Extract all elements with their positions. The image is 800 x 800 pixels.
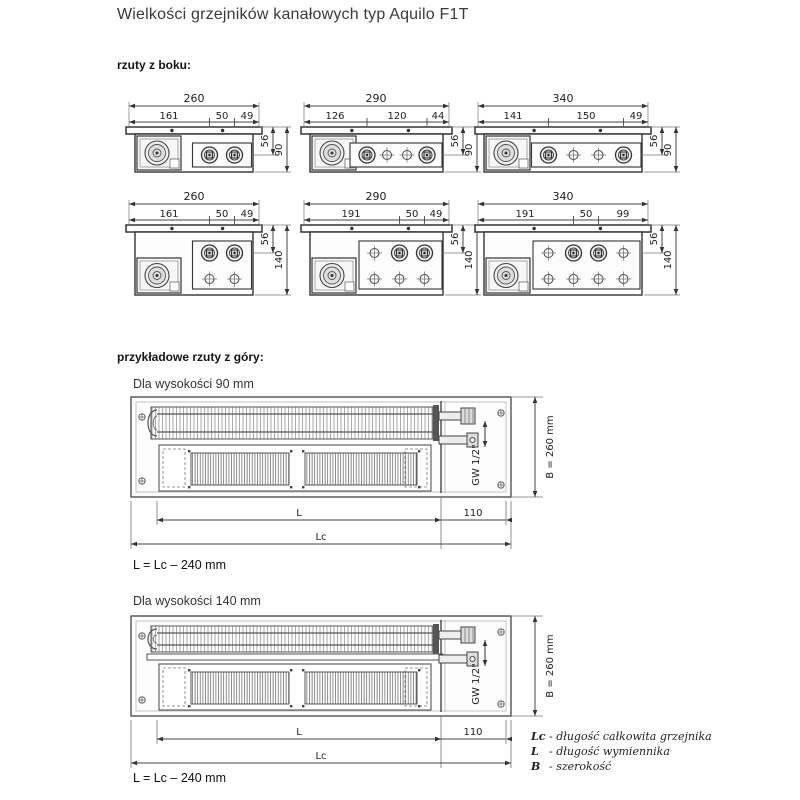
top-view-90-label: Dla wysokości 90 mm (133, 377, 254, 391)
dim-seg1: 161 (159, 209, 179, 220)
grille-screw (188, 450, 190, 452)
grille-screw (418, 669, 420, 671)
drawing-circle (599, 129, 602, 132)
drawing-circle (505, 274, 508, 277)
dim-GW-label: GW 1/2" (471, 444, 482, 486)
top-view-90 (127, 393, 573, 561)
dim-arrow (131, 761, 137, 766)
dim-arrow (443, 202, 449, 207)
pipe-stub-upper (439, 631, 461, 639)
grille (191, 672, 289, 704)
dim-h56: 56 (649, 134, 660, 148)
fan-corner (345, 282, 354, 291)
grille-screw (188, 705, 190, 707)
side-view-290x140 (296, 190, 487, 308)
flange (301, 127, 452, 134)
legend-desc: - długość całkowita grzejnika (549, 730, 712, 743)
top-view-140-label: Dla wysokości 140 mm (133, 594, 261, 608)
drawing-circle (156, 152, 159, 155)
dim-arrow (478, 218, 484, 223)
top-view-140 (127, 612, 573, 780)
dim-110-label: 110 (463, 727, 483, 738)
grille (305, 672, 417, 704)
dim-seg3: 99 (616, 209, 630, 220)
flange (475, 225, 651, 232)
drawing-circle (597, 252, 599, 254)
drawing-circle (170, 227, 173, 230)
dim-arrow (285, 289, 290, 295)
dim-arrow (478, 120, 484, 125)
dim-arrow (157, 737, 163, 742)
drawing-circle (426, 154, 428, 156)
drawing-circle (233, 252, 235, 254)
pipe-stub-lower (439, 436, 469, 444)
grille-screw (290, 450, 292, 452)
side-view-linework (301, 200, 481, 295)
side-view-drawing-290x140 (296, 190, 487, 308)
dim-seg3: 49 (240, 111, 254, 122)
dim-arrow (285, 166, 290, 172)
grille-screw (188, 669, 190, 671)
dim-Lc-label: Lc (315, 751, 327, 762)
drawing-circle (505, 152, 508, 155)
dim-h-total: 140 (663, 250, 674, 270)
fan-corner (519, 282, 528, 291)
dim-arrow (443, 104, 449, 109)
dim-arrow (533, 710, 538, 716)
dim-total: 260 (183, 92, 205, 105)
dim-arrow (642, 120, 648, 125)
dim-arrow (253, 202, 259, 207)
flange (475, 127, 651, 134)
grille-screw (302, 669, 304, 671)
dim-arrow (304, 104, 310, 109)
legend-symbol: Lc (531, 730, 546, 743)
grille-screw (290, 705, 292, 707)
dim-arrow (674, 127, 679, 133)
exchanger-end-plate (433, 624, 439, 654)
drawing-circle (366, 154, 368, 156)
dim-seg3: 49 (429, 209, 443, 220)
drawing-circle (622, 154, 624, 156)
grille-screw (418, 450, 420, 452)
drawing-circle (331, 274, 334, 277)
dim-arrow (506, 518, 512, 523)
side-view-drawing-290x90 (296, 92, 487, 188)
drawing-circle (331, 152, 334, 155)
dim-arrow (435, 737, 441, 742)
dim-110-label: 110 (463, 508, 483, 519)
dim-seg1: 141 (503, 111, 523, 122)
grille-screw (418, 705, 420, 707)
dim-arrow (304, 120, 310, 125)
side-view-drawing-260x140 (121, 190, 297, 308)
dim-seg2: 50 (215, 209, 229, 220)
dim-seg1: 191 (341, 209, 361, 220)
dim-seg1: 161 (159, 111, 179, 122)
heat-exchanger (151, 626, 433, 652)
dim-arrow (674, 289, 679, 295)
dim-GW-label: GW 1/2" (471, 663, 482, 705)
side-view-drawing-340x140 (470, 190, 686, 308)
dim-arrow (304, 202, 310, 207)
drawing-circle (221, 227, 224, 230)
legend-item-B (531, 759, 712, 774)
dim-arrow (253, 120, 259, 125)
dim-h-total: 90 (274, 143, 285, 157)
grille-screw (302, 486, 304, 488)
legend (531, 729, 712, 774)
dim-seg2: 50 (215, 111, 229, 122)
dim-arrow (478, 202, 484, 207)
drawing-circle (208, 154, 210, 156)
fan-corner (519, 159, 528, 168)
valve-box (193, 241, 252, 289)
dim-h56: 56 (649, 232, 660, 246)
side-views-heading: rzuty z boku: (117, 58, 191, 72)
drawing-circle (208, 252, 210, 254)
dim-arrow (674, 225, 679, 231)
grille (305, 453, 417, 485)
drawing-circle (221, 129, 224, 132)
dim-arrow (304, 218, 310, 223)
flange (126, 225, 262, 232)
dim-h-total: 90 (663, 143, 674, 157)
legend-desc: - szerokość (549, 760, 612, 773)
side-view-340x140 (470, 190, 686, 308)
dim-arrow (461, 127, 466, 133)
dim-seg3: 44 (431, 111, 445, 122)
dim-arrow (461, 225, 466, 231)
side-view-290x90 (296, 92, 487, 188)
dim-total: 340 (552, 190, 574, 203)
drawing-circle (599, 227, 602, 230)
dim-arrow (478, 104, 484, 109)
dim-arrow (157, 518, 163, 523)
dim-arrow (129, 104, 135, 109)
drawing-circle (350, 227, 353, 230)
drawing-circle (532, 227, 535, 230)
dim-arrow (660, 225, 665, 231)
dim-total: 340 (552, 92, 574, 105)
dim-h-total: 140 (464, 250, 475, 270)
top-views-heading: przykładowe rzuty z góry: (117, 350, 264, 364)
dim-h56: 56 (450, 232, 461, 246)
flange (301, 225, 452, 232)
legend-item-L (531, 744, 712, 759)
formula-140: L = Lc – 240 mm (133, 771, 226, 785)
pipe-stub-upper (439, 412, 461, 420)
dim-arrow (253, 218, 259, 223)
dim-arrow (129, 218, 135, 223)
dim-seg2: 150 (576, 111, 596, 122)
grille (191, 453, 289, 485)
exchanger-end-plate (433, 405, 439, 441)
drawing-circle (407, 129, 410, 132)
dim-h56: 56 (260, 134, 271, 148)
fan-corner (170, 282, 179, 291)
side-view-260x140 (121, 190, 297, 308)
side-view-linework (126, 200, 291, 295)
side-view-260x90 (121, 92, 297, 188)
dim-seg3: 49 (629, 111, 643, 122)
dim-arrow (271, 225, 276, 231)
legend-symbol: L (531, 745, 539, 758)
dim-arrow (533, 491, 538, 497)
supply-pipe (147, 654, 443, 660)
dim-arrow (642, 218, 648, 223)
formula-90: L = Lc – 240 mm (133, 558, 226, 572)
side-view-340x90 (470, 92, 686, 188)
dim-arrow (271, 127, 276, 133)
dim-h-total: 90 (464, 143, 475, 157)
top-view-drawing-90 (127, 393, 573, 561)
dim-B-label: B = 260 mm (545, 634, 556, 698)
dim-arrow (443, 218, 449, 223)
drawing-circle (398, 252, 400, 254)
dim-arrow (505, 761, 511, 766)
dim-arrow (533, 397, 538, 403)
dim-arrow (533, 616, 538, 622)
drawing-circle (156, 274, 159, 277)
drawing-circle (233, 154, 235, 156)
page-title: Wielkości grzejników kanałowych typ Aquilo F1T (117, 6, 469, 23)
grille-screw (290, 669, 292, 671)
dim-arrow (285, 127, 290, 133)
drawing-circle (470, 437, 475, 442)
side-view-drawing-340x90 (470, 92, 686, 188)
dim-arrow (642, 202, 648, 207)
dim-total: 260 (183, 190, 205, 203)
dim-L-label: L (296, 508, 302, 519)
grille-screw (418, 486, 420, 488)
side-view-drawing-260x90 (121, 92, 297, 188)
dim-arrow (674, 166, 679, 172)
dim-total: 290 (365, 190, 387, 203)
top-view-drawing-140 (127, 612, 573, 780)
drawing-circle (470, 656, 475, 661)
drawing-circle (532, 129, 535, 132)
dim-seg2: 50 (405, 209, 419, 220)
fan-corner (170, 159, 179, 168)
dim-seg2: 120 (387, 111, 407, 122)
dim-h56: 56 (260, 232, 271, 246)
dim-arrow (435, 518, 441, 523)
grille-screw (290, 486, 292, 488)
pipe-stub-lower (439, 655, 469, 663)
legend-symbol: B (531, 760, 541, 773)
dim-arrow (129, 202, 135, 207)
side-view-linework (475, 200, 680, 295)
dim-B-label: B = 260 mm (545, 415, 556, 479)
drawing-circle (350, 129, 353, 132)
dim-arrow (129, 120, 135, 125)
dim-arrow (285, 225, 290, 231)
flange (126, 127, 262, 134)
dim-seg2: 50 (579, 209, 593, 220)
drawing-circle (170, 129, 173, 132)
drawing-circle (407, 227, 410, 230)
dim-seg1: 191 (515, 209, 535, 220)
drawing-circle (572, 252, 574, 254)
dim-arrow (505, 542, 511, 547)
grille-screw (188, 486, 190, 488)
dim-h-total: 140 (274, 250, 285, 270)
dim-h56: 56 (450, 134, 461, 148)
dim-L-label: L (296, 727, 302, 738)
grille-screw (302, 705, 304, 707)
drawing-circle (547, 154, 549, 156)
drawing-circle (423, 252, 425, 254)
dim-seg3: 49 (240, 209, 254, 220)
dim-arrow (660, 127, 665, 133)
legend-desc: - długość wymiennika (549, 745, 670, 758)
legend-item-Lc (531, 729, 712, 744)
grille-screw (302, 450, 304, 452)
dim-arrow (253, 104, 259, 109)
dim-arrow (131, 542, 137, 547)
dim-total: 290 (365, 92, 387, 105)
dim-arrow (506, 737, 512, 742)
heat-exchanger (151, 407, 433, 439)
dim-Lc-label: Lc (315, 532, 327, 543)
dim-arrow (642, 104, 648, 109)
dim-seg1: 126 (325, 111, 345, 122)
